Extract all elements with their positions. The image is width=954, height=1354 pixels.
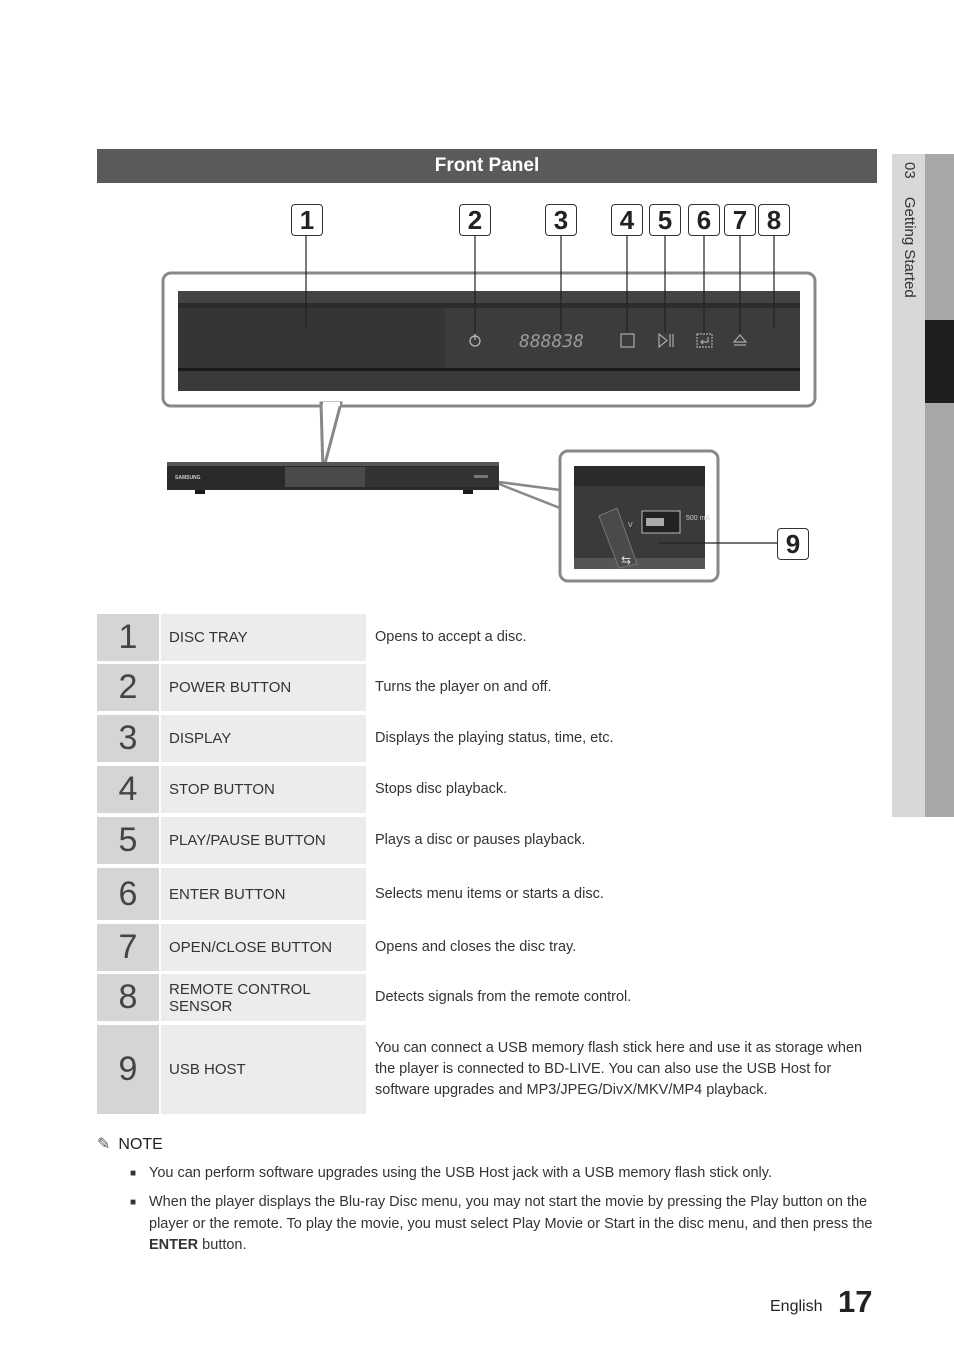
row-name: USB HOST bbox=[161, 1025, 366, 1114]
note-text: You can perform software upgrades using the USB Host jack with a USB memory flash stick only. bbox=[149, 1165, 772, 1181]
row-description: Detects signals from the remote control. bbox=[375, 989, 632, 1005]
row-name: PLAY/PAUSE BUTTON bbox=[161, 817, 366, 864]
row-name: DISC TRAY bbox=[161, 614, 366, 661]
table-row bbox=[97, 974, 877, 1021]
table-row bbox=[97, 664, 877, 711]
table-row bbox=[97, 1025, 877, 1114]
table-row bbox=[97, 715, 877, 762]
row-description: Plays a disc or pauses playback. bbox=[375, 832, 586, 848]
row-name: ENTER BUTTON bbox=[161, 868, 366, 920]
callout-6: 6 bbox=[688, 204, 720, 236]
note-title: NOTE bbox=[118, 1136, 163, 1153]
callout-2: 2 bbox=[459, 204, 491, 236]
row-description: Turns the player on and off. bbox=[375, 679, 552, 695]
note-text-enter: ENTER bbox=[149, 1237, 199, 1253]
table-row bbox=[97, 924, 877, 971]
table-row bbox=[97, 868, 877, 920]
row-description: Opens to accept a disc. bbox=[375, 629, 527, 645]
row-description: Opens and closes the disc tray. bbox=[375, 939, 577, 955]
bullet-icon: ■ bbox=[130, 1168, 137, 1179]
svg-text:⇆: ⇆ bbox=[621, 553, 632, 567]
row-name: POWER BUTTON bbox=[161, 664, 366, 711]
table-row bbox=[97, 614, 877, 661]
note-item bbox=[130, 1163, 875, 1185]
section-title: Front Panel bbox=[97, 149, 877, 183]
usb-rating-label: 500 mA bbox=[686, 515, 711, 522]
usb-voltage-label: V bbox=[628, 522, 633, 529]
note-heading bbox=[97, 1134, 163, 1154]
callout-9: 9 bbox=[777, 528, 809, 560]
bullet-icon: ■ bbox=[130, 1197, 137, 1208]
row-number: 9 bbox=[97, 1025, 159, 1114]
row-description: You can connect a USB memory flash stick here and use it as storage when the player is connected to BD-LIVE. You can also use the USB Host for software upgrades and MP3/JPEG/DivX/MKV/MP4 playback. bbox=[375, 1040, 863, 1098]
front-panel-figure bbox=[97, 196, 877, 596]
samsung-logo: SAMSUNG bbox=[175, 475, 201, 481]
row-number: 8 bbox=[97, 974, 159, 1021]
table-row bbox=[97, 766, 877, 813]
note-text-after: button. bbox=[198, 1237, 247, 1253]
side-tab-marker bbox=[925, 320, 954, 403]
table-row bbox=[97, 817, 877, 864]
note-item bbox=[130, 1192, 875, 1257]
callout-5: 5 bbox=[649, 204, 681, 236]
row-number: 7 bbox=[97, 924, 159, 971]
callout-3: 3 bbox=[545, 204, 577, 236]
row-number: 2 bbox=[97, 664, 159, 711]
footer-language: English bbox=[770, 1298, 823, 1315]
row-description: Selects menu items or starts a disc. bbox=[375, 885, 604, 902]
row-name: DISPLAY bbox=[161, 715, 366, 762]
row-name: REMOTE CONTROL SENSOR bbox=[161, 974, 366, 1021]
side-tab-label bbox=[898, 162, 918, 342]
front-panel-illustration bbox=[97, 196, 877, 596]
note-text-before: When the player displays the Blu-ray Disc menu, you may not start the movie by pressing the Play button on the player or the remote. To play the movie, you must select Play Movie or Start in the disc menu, and then press the bbox=[149, 1194, 873, 1232]
page-number: 17 bbox=[838, 1284, 873, 1319]
display-readout: 888838 bbox=[519, 331, 585, 352]
chapter-title: Getting Started bbox=[901, 196, 918, 298]
row-number: 4 bbox=[97, 766, 159, 813]
callout-4: 4 bbox=[611, 204, 643, 236]
row-description: Displays the playing status, time, etc. bbox=[375, 730, 614, 746]
callout-8: 8 bbox=[758, 204, 790, 236]
pencil-icon: ✎ bbox=[97, 1136, 111, 1153]
note-text bbox=[149, 1192, 875, 1257]
row-name: OPEN/CLOSE BUTTON bbox=[161, 924, 366, 971]
row-number: 6 bbox=[97, 868, 159, 920]
row-number: 5 bbox=[97, 817, 159, 864]
row-name: STOP BUTTON bbox=[161, 766, 366, 813]
chapter-number: 03 bbox=[901, 162, 918, 179]
row-description: Stops disc playback. bbox=[375, 781, 508, 797]
row-number: 3 bbox=[97, 715, 159, 762]
row-number: 1 bbox=[97, 614, 159, 661]
callout-7: 7 bbox=[724, 204, 756, 236]
side-tab-strip bbox=[925, 154, 954, 817]
callout-1: 1 bbox=[291, 204, 323, 236]
